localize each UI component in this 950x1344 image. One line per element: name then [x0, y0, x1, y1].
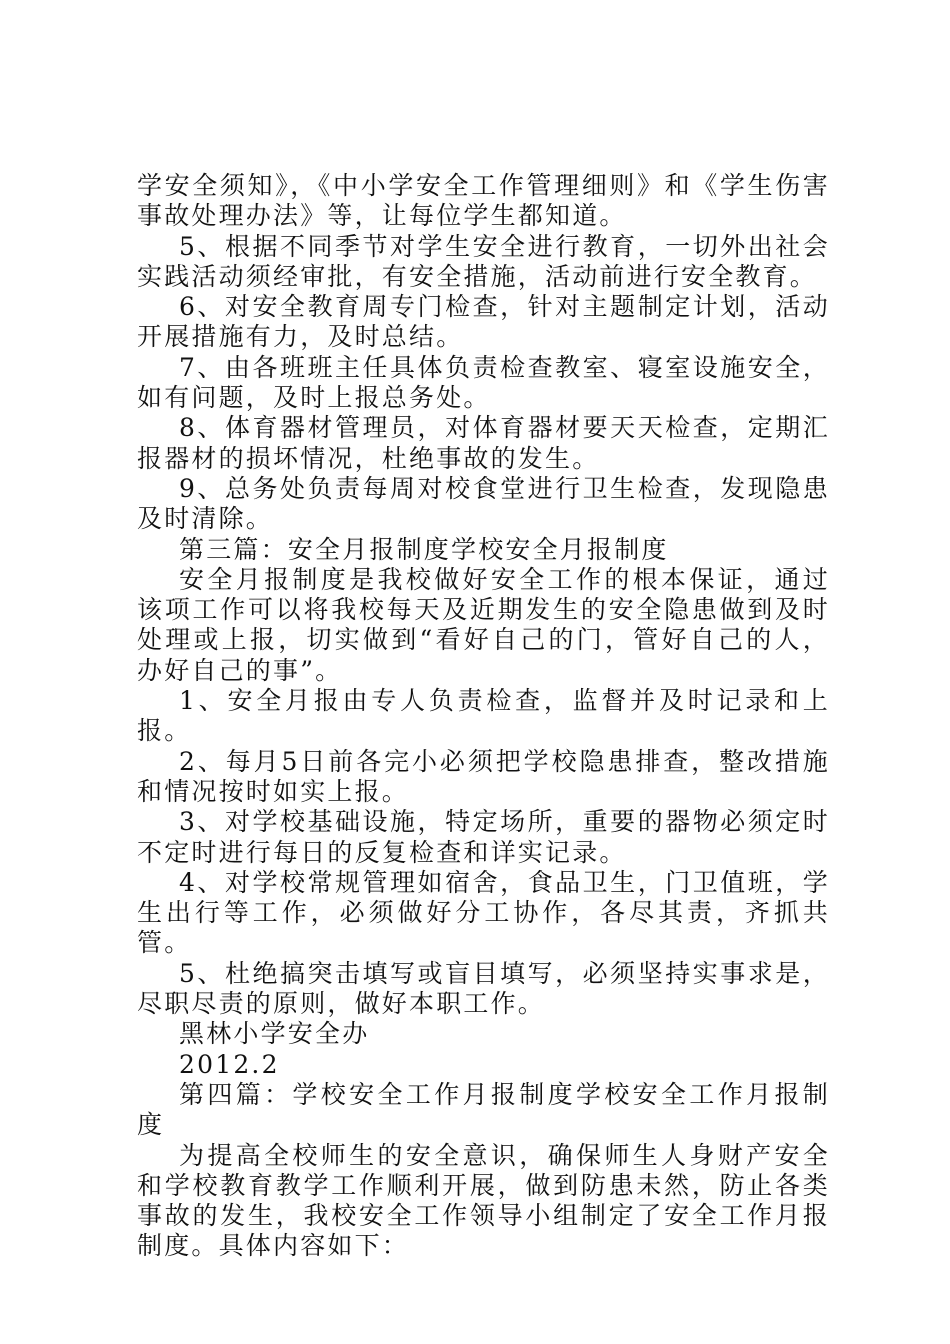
paragraph-11: 4、对学校常规管理如宿舍，食品卫生，门卫值班，学生出行等工作，必须做好分工协作，各尽其责，齐抓共管。	[137, 867, 830, 958]
paragraph-5: 8、体育器材管理员，对体育器材要天天检查，定期汇报器材的损坏情况，杜绝事故的发生。	[137, 413, 830, 473]
section-heading-4: 第四篇：学校安全工作月报制度学校安全工作月报制度	[137, 1079, 830, 1140]
section-heading-3: 第三篇：安全月报制度学校安全月报制度	[179, 534, 669, 564]
paragraph-9: 2、每月5日前各完小必须把学校隐患排查，整改措施和情况按时如实上报。	[137, 746, 830, 806]
paragraph-4: 7、由各班班主任具体负责检查教室、寝室设施安全，如有问题，及时上报总务处。	[137, 352, 830, 413]
paragraph-6: 9、总务处负责每周对校食堂进行卫生检查，发现隐患及时清除。	[137, 473, 830, 534]
paragraph-2: 5、根据不同季节对学生安全进行教育，一切外出社会实践活动须经审批，有安全措施，活动前进行安全教育。	[137, 231, 830, 291]
paragraph-12: 5、杜绝搞突击填写或盲目填写，必须坚持实事求是，尽职尽责的原则，做好本职工作。	[137, 958, 830, 1019]
paragraph-7: 安全月报制度是我校做好安全工作的根本保证，通过该项工作可以将我校每天及近期发生的安全隐患做到及时处理或上报，切实做到“看好自己的门，管好自己的人，办好自己的事”。	[137, 564, 830, 685]
paragraph-10: 3、对学校基础设施，特定场所，重要的器物必须定时不定时进行每日的反复检查和详实记录。	[137, 807, 830, 867]
signature-office: 黑林小学安全办	[179, 1019, 370, 1049]
paragraph-1: 学安全须知》，《中小学安全工作管理细则》和《学生伤害事故处理办法》等，让每位学生都知道。	[137, 171, 830, 231]
paragraph-8: 1、安全月报由专人负责检查，监督并及时记录和上报。	[137, 686, 830, 746]
signature-date: 2012.2	[179, 1049, 280, 1079]
paragraph-3: 6、对安全教育周专门检查，针对主题制定计划，活动开展措施有力，及时总结。	[137, 292, 830, 352]
paragraph-13: 为提高全校师生的安全意识，确保师生人身财产安全和学校教育教学工作顺利开展，做到防患未然，防止各类事故的发生，我校安全工作领导小组制定了安全工作月报制度。具体内容如下：	[137, 1140, 830, 1261]
document-body	[137, 171, 830, 1262]
